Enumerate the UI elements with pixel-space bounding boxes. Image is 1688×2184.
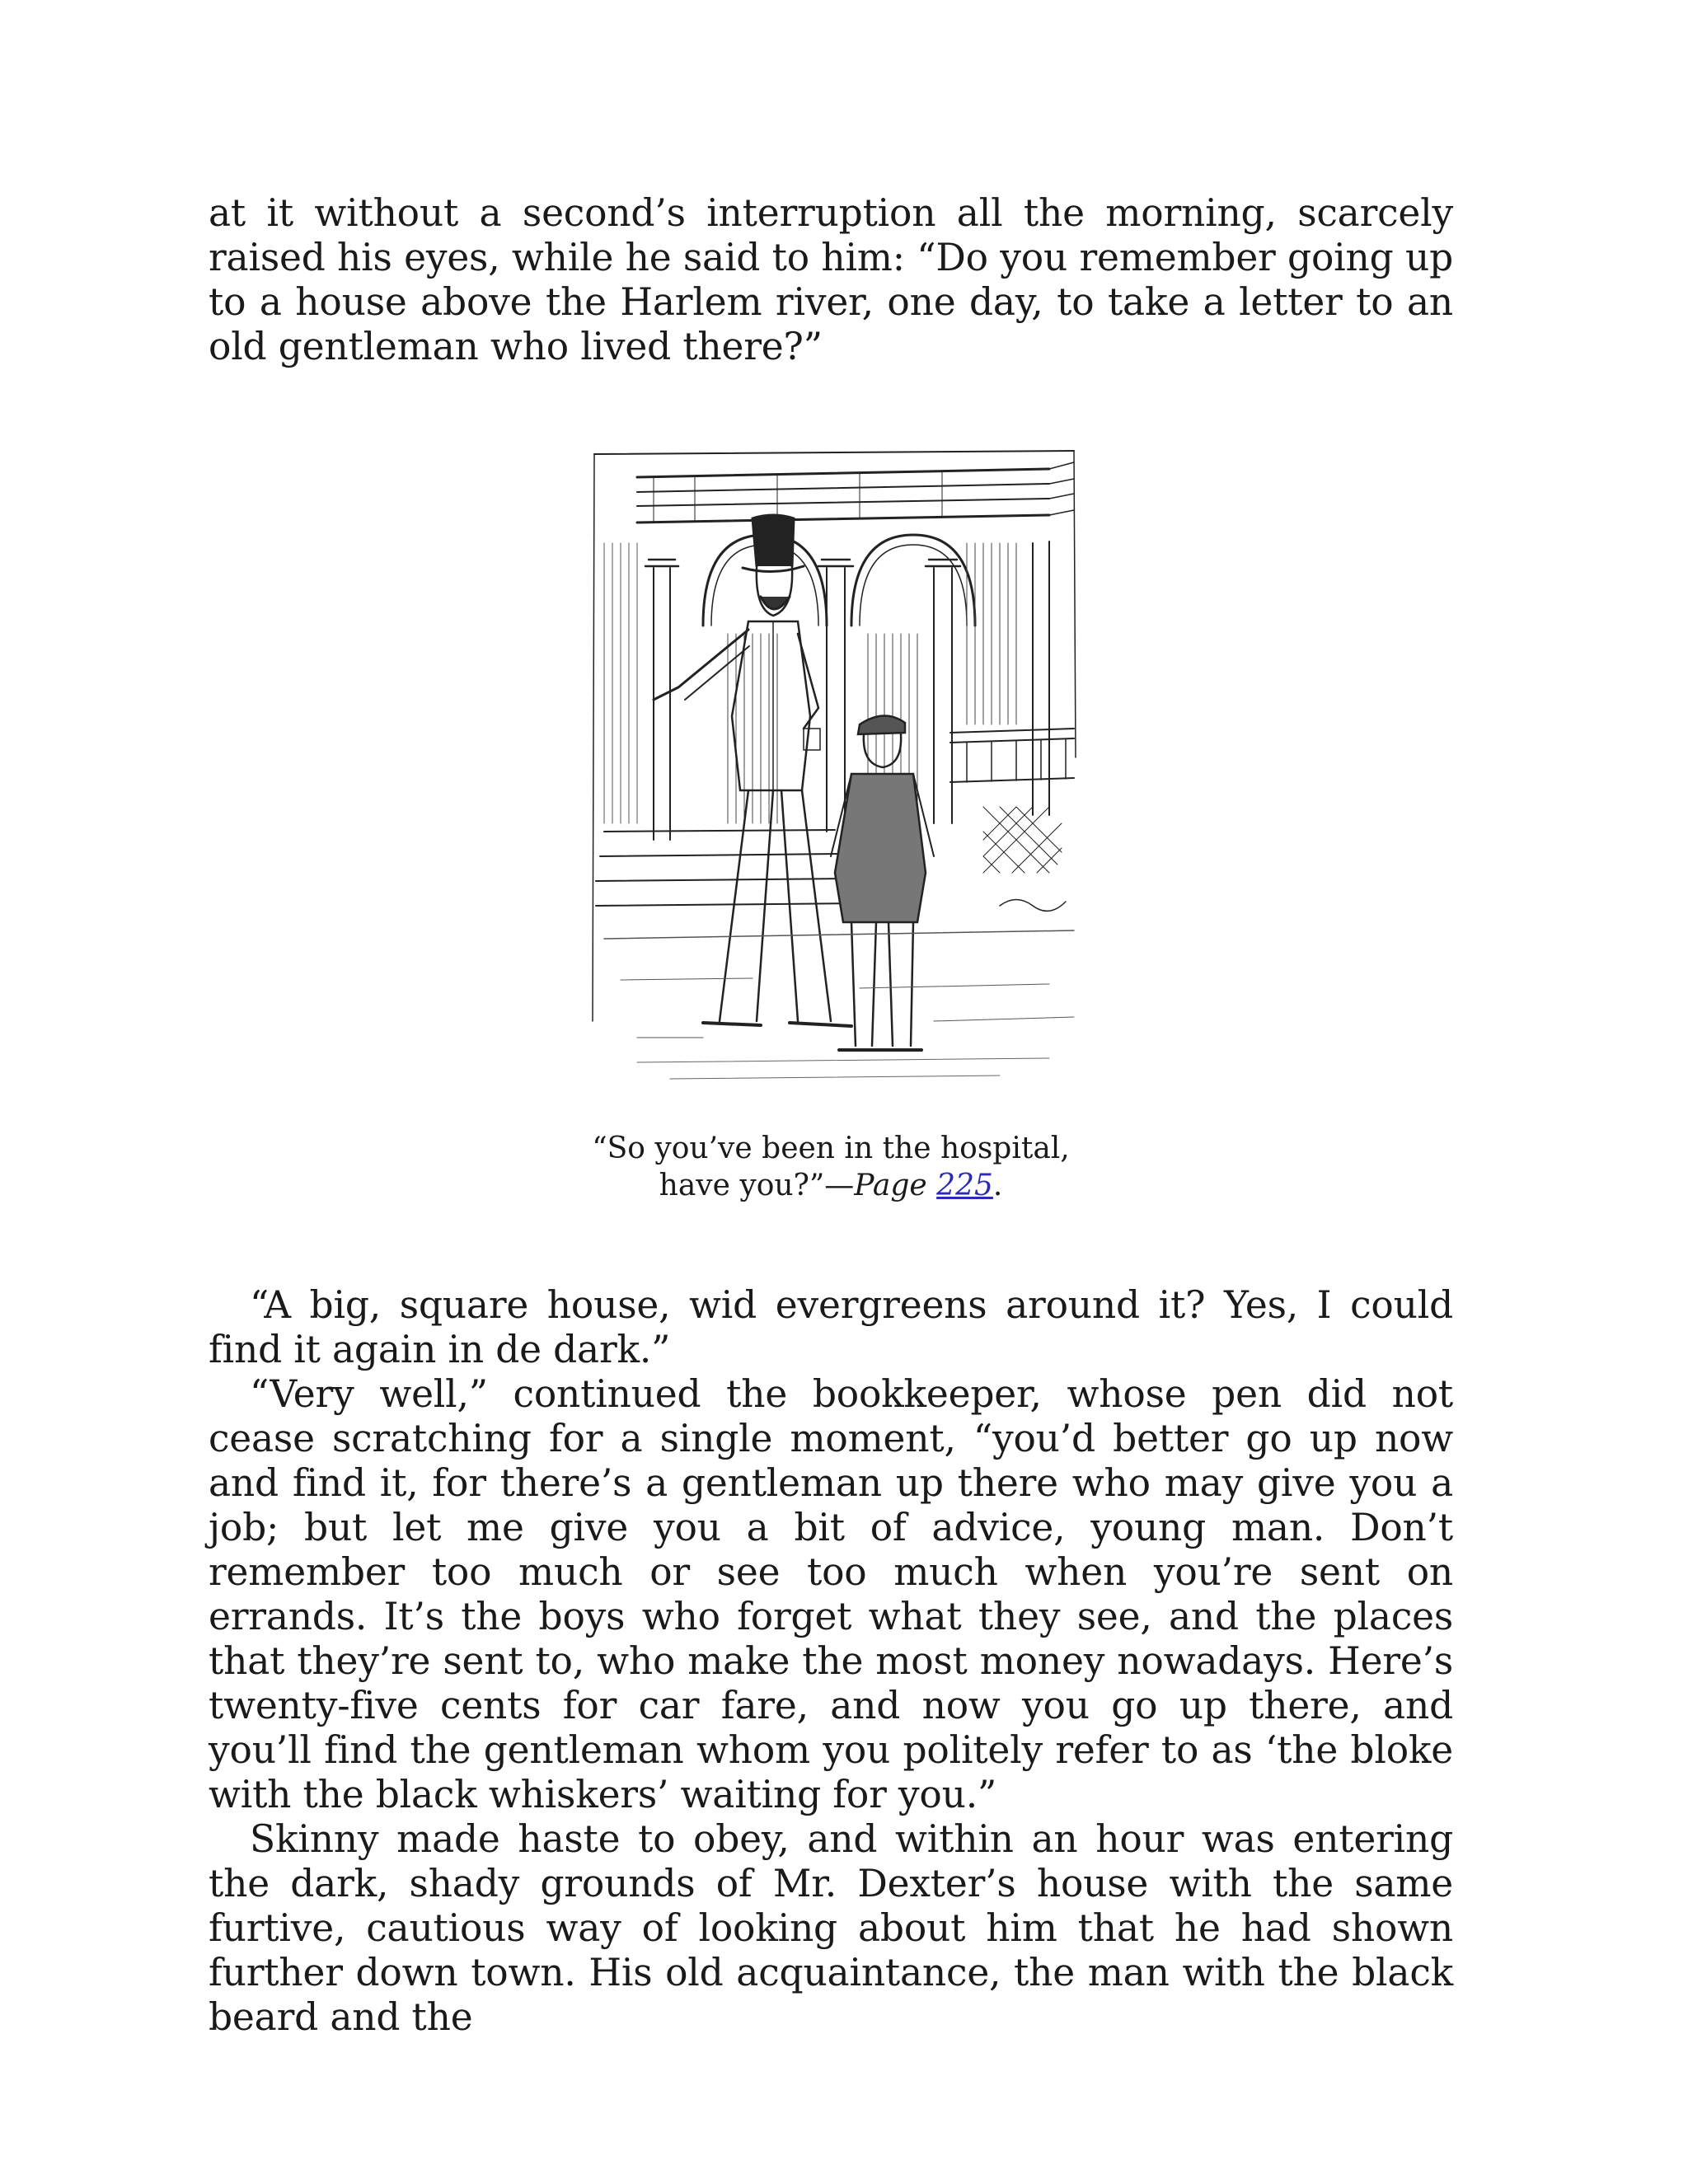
page-body	[209, 191, 1453, 2040]
paragraph-continued: at it without a second’s interruption all the morning, scarcely raised his eyes, while he said to him: “Do you remember going up to a house above the Harlem river, one day, to take a letter to an old gentleman who lived there?”	[209, 191, 1453, 368]
illustration-man-and-boy-at-porch	[588, 444, 1082, 1095]
caption-period: .	[992, 1169, 1003, 1202]
paragraph: “Very well,” continued the bookkeeper, whose pen did not cease scratching for a single moment, “you’d better go up now and find it, for there’s a gentleman up there who may give you a job; but let me give you a bit of advice, young man. Don’t remember too much or see too much when you’re sent on errands. It’s the boys who forget what they see, and the places that they’re sent to, who make the most money nowadays. Here’s twenty-five cents for car fare, and now you go up there, and you’ll find the gentleman whom you politely refer to as ‘the bloke with the black whiskers’ waiting for you.”	[209, 1372, 1453, 1816]
paragraph: “A big, square house, wid evergreens around it? Yes, I could find it again in de dark.”	[209, 1283, 1453, 1371]
caption-line-2-text: have you?”—	[659, 1169, 855, 1202]
caption-line-2	[209, 1167, 1453, 1204]
caption-page-word: Page	[854, 1169, 927, 1202]
figure-caption	[209, 1130, 1453, 1204]
page-link[interactable]: 225	[936, 1169, 993, 1202]
figure	[209, 444, 1453, 1204]
paragraph: Skinny made haste to obey, and within an hour was entering the dark, shady grounds of Mr. Dexter’s house with the same furtive, cautious way of looking about him that he had shown further down town. His old acquaintance, the man with the black beard and the	[209, 1817, 1453, 2039]
caption-line-1: “So you’ve been in the hospital,	[592, 1132, 1070, 1165]
